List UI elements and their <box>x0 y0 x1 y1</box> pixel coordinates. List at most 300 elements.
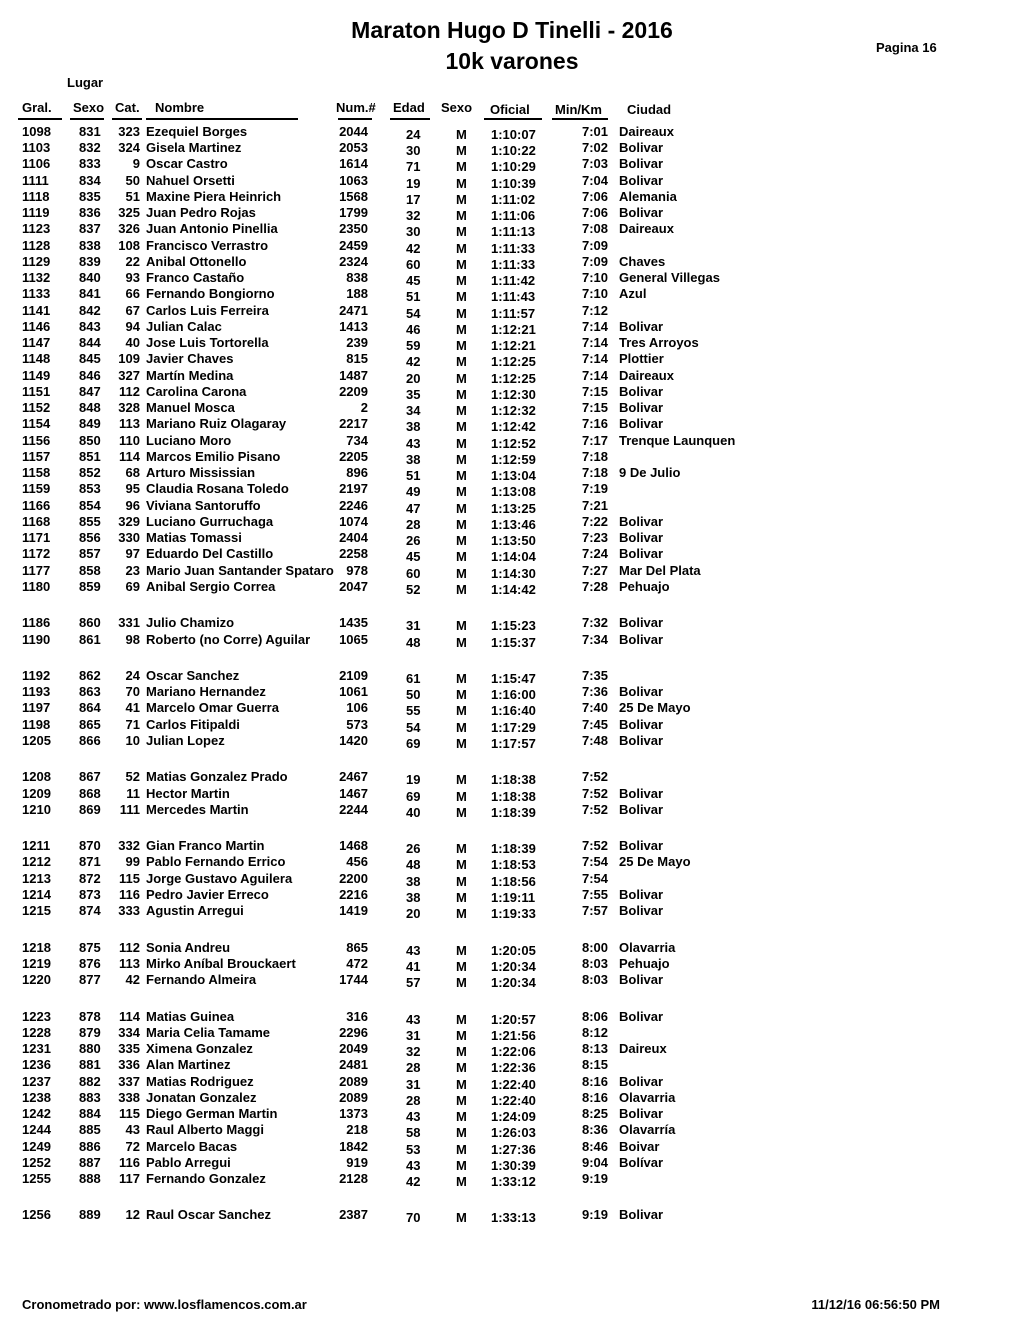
cell-edad: 42 <box>406 1174 421 1189</box>
cell-min-km: 7:23 <box>581 530 608 545</box>
cell-nombre: Franco Castaño <box>146 270 245 285</box>
cell-num: 2246 <box>339 498 368 513</box>
table-row <box>0 140 1024 156</box>
cell-cat-place: 324 <box>118 140 140 155</box>
cell-edad: 19 <box>406 772 421 787</box>
cell-edad: 49 <box>406 484 421 499</box>
cell-nombre: Anibal Ottonello <box>146 254 247 269</box>
cell-cat-place: 331 <box>118 615 140 630</box>
cell-oficial: 1:11:02 <box>491 192 536 207</box>
cell-sexo-place: 885 <box>79 1122 101 1137</box>
cell-cat-place: 22 <box>125 254 140 269</box>
table-row <box>0 416 1024 432</box>
cell-cat-place: 69 <box>125 579 140 594</box>
cell-edad: 42 <box>406 354 421 369</box>
cell-num: 2459 <box>339 238 368 253</box>
cell-num: 2128 <box>339 1171 368 1186</box>
cell-gral: 1205 <box>22 733 51 748</box>
cell-gral: 1118 <box>22 189 50 204</box>
table-row <box>0 940 1024 956</box>
page-subtitle: 10k varones <box>445 48 579 74</box>
cell-sexo-place: 854 <box>79 498 101 513</box>
cell-edad: 30 <box>406 143 421 158</box>
cell-min-km: 7:34 <box>581 632 608 647</box>
cell-min-km: 7:10 <box>581 286 608 301</box>
table-row <box>0 319 1024 335</box>
cell-num: 2217 <box>339 416 368 431</box>
cell-oficial: 1:14:42 <box>491 582 536 597</box>
cell-sexo: M <box>456 1060 467 1075</box>
cell-oficial: 1:12:25 <box>491 371 536 386</box>
cell-sexo: M <box>456 671 467 686</box>
cell-edad: 31 <box>406 618 421 633</box>
cell-gral: 1210 <box>22 802 51 817</box>
table-row <box>0 254 1024 270</box>
cell-nombre: Carlos Luis Ferreira <box>146 303 269 318</box>
cell-ciudad: Bolivar <box>619 416 664 431</box>
table-row <box>0 1057 1024 1073</box>
cell-gral: 1249 <box>22 1139 51 1154</box>
cell-ciudad: Daireux <box>619 1041 667 1056</box>
header-underline <box>112 118 142 120</box>
table-row <box>0 238 1024 254</box>
cell-cat-place: 23 <box>125 563 140 578</box>
cell-num: 2387 <box>339 1207 368 1222</box>
table-row <box>0 769 1024 785</box>
cell-num: 1061 <box>339 684 368 699</box>
cell-gral: 1244 <box>22 1122 51 1137</box>
cell-cat-place: 99 <box>125 854 140 869</box>
cell-gral: 1220 <box>22 972 51 987</box>
cell-num: 1842 <box>339 1139 368 1154</box>
cell-sexo: M <box>456 533 467 548</box>
table-row <box>0 854 1024 870</box>
cell-cat-place: 51 <box>125 189 140 204</box>
cell-edad: 69 <box>406 789 421 804</box>
table-row <box>0 871 1024 887</box>
cell-num: 2324 <box>339 254 368 269</box>
cell-edad: 71 <box>406 159 421 174</box>
cell-oficial: 1:10:22 <box>491 143 536 158</box>
cell-gral: 1190 <box>22 632 51 647</box>
header-underline <box>18 118 62 120</box>
cell-num: 188 <box>346 286 368 301</box>
cell-cat-place: 113 <box>119 416 140 431</box>
header-underline <box>146 118 298 120</box>
cell-sexo-place: 871 <box>79 854 101 869</box>
cell-nombre: Pablo Arregui <box>146 1155 231 1170</box>
cell-nombre: Oscar Castro <box>146 156 228 171</box>
cell-sexo: M <box>456 338 467 353</box>
cell-edad: 28 <box>406 517 421 532</box>
cell-sexo: M <box>456 943 467 958</box>
cell-nombre: Matias Gonzalez Prado <box>146 769 288 784</box>
cell-oficial: 1:12:21 <box>491 322 536 337</box>
cell-nombre: Mariano Hernandez <box>146 684 266 699</box>
cell-nombre: Matias Rodriguez <box>146 1074 254 1089</box>
cell-ciudad: Bolivar <box>619 1009 664 1024</box>
table-row <box>0 632 1024 648</box>
cell-oficial: 1:24:09 <box>491 1109 536 1124</box>
cell-cat-place: 12 <box>125 1207 140 1222</box>
cell-sexo: M <box>456 582 467 597</box>
cell-num: 1373 <box>339 1106 368 1121</box>
header-underline <box>484 118 542 120</box>
cell-ciudad: Alemania <box>619 189 677 204</box>
cell-ciudad: Chaves <box>619 254 666 269</box>
cell-cat-place: 93 <box>125 270 140 285</box>
cell-oficial: 1:13:50 <box>491 533 536 548</box>
cell-edad: 24 <box>406 127 421 142</box>
cell-min-km: 8:25 <box>581 1106 608 1121</box>
cell-num: 2044 <box>339 124 368 139</box>
cell-nombre: Sonia Andreu <box>146 940 231 955</box>
table-row <box>0 786 1024 802</box>
cell-nombre: Jorge Gustavo Aguilera <box>146 871 293 886</box>
cell-ciudad: Bolivar <box>619 717 664 732</box>
cell-cat-place: 327 <box>118 368 140 383</box>
cell-cat-place: 116 <box>119 887 140 902</box>
cell-sexo-place: 870 <box>79 838 101 853</box>
cell-nombre: Ezequiel Borges <box>146 124 248 139</box>
cell-ciudad: Olavarria <box>619 940 676 955</box>
cell-oficial: 1:16:40 <box>491 703 536 718</box>
cell-cat-place: 94 <box>125 319 140 334</box>
cell-ciudad: Daireaux <box>619 124 674 139</box>
cell-num: 2089 <box>339 1074 368 1089</box>
cell-ciudad: 9 De Julio <box>619 465 681 480</box>
cell-oficial: 1:15:23 <box>491 618 536 633</box>
cell-nombre: Marcos Emilio Pisano <box>146 449 281 464</box>
cell-num: 2049 <box>339 1041 368 1056</box>
table-row <box>0 615 1024 631</box>
cell-gral: 1252 <box>22 1155 51 1170</box>
cell-min-km: 8:03 <box>581 956 608 971</box>
cell-oficial: 1:11:06 <box>491 208 536 223</box>
cell-nombre: Juan Pedro Rojas <box>146 205 256 220</box>
table-row <box>0 498 1024 514</box>
cell-gral: 1223 <box>22 1009 51 1024</box>
cell-ciudad: Boivar <box>619 1139 660 1154</box>
cell-gral: 1171 <box>22 530 51 545</box>
cell-cat-place: 323 <box>118 124 140 139</box>
cell-oficial: 1:17:29 <box>491 720 536 735</box>
cell-gral: 1106 <box>22 156 51 171</box>
cell-sexo: M <box>456 566 467 581</box>
table-row <box>0 579 1024 595</box>
cell-nombre: Diego German Martin <box>146 1106 278 1121</box>
cell-nombre: Mercedes Martin <box>146 802 249 817</box>
cell-sexo-place: 853 <box>79 481 101 496</box>
cell-sexo: M <box>456 419 467 434</box>
cell-cat-place: 338 <box>118 1090 140 1105</box>
cell-cat-place: 112 <box>119 384 140 399</box>
cell-num: 573 <box>346 717 368 732</box>
table-row <box>0 481 1024 497</box>
cell-edad: 19 <box>406 176 421 191</box>
table-row <box>0 1171 1024 1187</box>
cell-oficial: 1:11:33 <box>491 241 536 256</box>
cell-num: 734 <box>346 433 368 448</box>
cell-ciudad: Bolivar <box>619 173 664 188</box>
cell-edad: 43 <box>406 436 421 451</box>
cell-nombre: Carlos Fitipaldi <box>146 717 240 732</box>
table-row <box>0 684 1024 700</box>
cell-edad: 17 <box>406 192 421 207</box>
cell-cat-place: 40 <box>125 335 140 350</box>
cell-sexo: M <box>456 1210 467 1225</box>
cell-cat-place: 108 <box>118 238 140 253</box>
cell-min-km: 7:40 <box>581 700 608 715</box>
cell-min-km: 7:19 <box>581 481 608 496</box>
cell-oficial: 1:20:57 <box>491 1012 536 1027</box>
cell-nombre: Juan Antonio Pinellia <box>146 221 278 236</box>
cell-min-km: 7:52 <box>581 786 608 801</box>
cell-num: 1468 <box>339 838 368 853</box>
cell-gral: 1197 <box>22 700 51 715</box>
cell-edad: 46 <box>406 322 421 337</box>
cell-num: 1614 <box>339 156 368 171</box>
cell-oficial: 1:13:08 <box>491 484 536 499</box>
cell-gral: 1157 <box>22 449 51 464</box>
cell-nombre: Anibal Sergio Correa <box>146 579 276 594</box>
table-row <box>0 384 1024 400</box>
cell-gral: 1208 <box>22 769 51 784</box>
cell-min-km: 8:36 <box>581 1122 608 1137</box>
cell-edad: 52 <box>406 582 421 597</box>
cell-min-km: 7:54 <box>581 871 608 886</box>
cell-ciudad: Bolivar <box>619 615 664 630</box>
col-header-ciudad: Ciudad <box>627 102 672 117</box>
cell-num: 1487 <box>339 368 368 383</box>
cell-num: 2047 <box>339 579 368 594</box>
cell-oficial: 1:10:39 <box>491 176 536 191</box>
cell-nombre: Eduardo Del Castillo <box>146 546 274 561</box>
cell-edad: 34 <box>406 403 421 418</box>
cell-edad: 59 <box>406 338 421 353</box>
cell-cat-place: 70 <box>125 684 140 699</box>
table-row <box>0 335 1024 351</box>
cell-edad: 53 <box>406 1142 421 1157</box>
cell-gral: 1166 <box>22 498 51 513</box>
cell-gral: 1198 <box>22 717 51 732</box>
cell-min-km: 7:57 <box>581 903 608 918</box>
cell-ciudad: Bolivar <box>619 530 664 545</box>
table-row <box>0 189 1024 205</box>
cell-min-km: 7:15 <box>581 400 608 415</box>
cell-ciudad: Daireaux <box>619 221 674 236</box>
table-row <box>0 546 1024 562</box>
cell-min-km: 7:06 <box>581 189 608 204</box>
cell-oficial: 1:18:39 <box>491 805 536 820</box>
cell-gral: 1154 <box>22 416 51 431</box>
cell-num: 2471 <box>339 303 368 318</box>
cell-sexo: M <box>456 720 467 735</box>
cell-cat-place: 41 <box>125 700 140 715</box>
cell-oficial: 1:22:40 <box>491 1093 536 1108</box>
cell-gral: 1129 <box>22 254 51 269</box>
cell-edad: 40 <box>406 805 421 820</box>
cell-sexo: M <box>456 805 467 820</box>
table-row <box>0 733 1024 749</box>
cell-sexo-place: 859 <box>79 579 101 594</box>
cell-nombre: Marcelo Omar Guerra <box>146 700 279 715</box>
cell-min-km: 8:15 <box>581 1057 608 1072</box>
cell-edad: 43 <box>406 1109 421 1124</box>
cell-edad: 55 <box>406 703 421 718</box>
cell-gral: 1214 <box>22 887 51 902</box>
header-underline <box>338 118 372 120</box>
table-row <box>0 1074 1024 1090</box>
cell-cat-place: 110 <box>119 433 140 448</box>
cell-nombre: Francisco Verrastro <box>146 238 269 253</box>
cell-edad: 50 <box>406 687 421 702</box>
cell-edad: 26 <box>406 533 421 548</box>
cell-sexo: M <box>456 736 467 751</box>
cell-sexo: M <box>456 273 467 288</box>
cell-sexo-place: 875 <box>79 940 101 955</box>
cell-oficial: 1:10:07 <box>491 127 536 142</box>
table-row <box>0 514 1024 530</box>
cell-sexo-place: 888 <box>79 1171 101 1186</box>
cell-sexo: M <box>456 1028 467 1043</box>
cell-nombre: Jonatan Gonzalez <box>146 1090 257 1105</box>
cell-num: 2200 <box>339 871 368 886</box>
cell-min-km: 7:52 <box>581 802 608 817</box>
cell-cat-place: 109 <box>118 351 140 366</box>
cell-oficial: 1:18:53 <box>491 857 536 872</box>
cell-oficial: 1:14:30 <box>491 566 536 581</box>
cell-gral: 1209 <box>22 786 51 801</box>
cell-nombre: Gian Franco Martin <box>146 838 265 853</box>
cell-num: 2244 <box>339 802 368 817</box>
cell-oficial: 1:12:30 <box>491 387 536 402</box>
cell-gral: 1212 <box>22 854 51 869</box>
table-row <box>0 1009 1024 1025</box>
cell-cat-place: 68 <box>125 465 140 480</box>
cell-cat-place: 334 <box>118 1025 140 1040</box>
cell-gral: 1218 <box>22 940 51 955</box>
cell-min-km: 7:14 <box>581 319 608 334</box>
cell-cat-place: 42 <box>125 972 140 987</box>
cell-cat-place: 112 <box>119 940 140 955</box>
table-row <box>0 286 1024 302</box>
cell-gral: 1159 <box>22 481 51 496</box>
table-row <box>0 717 1024 733</box>
cell-oficial: 1:18:38 <box>491 772 536 787</box>
cell-num: 815 <box>346 351 368 366</box>
cell-ciudad: Plottier <box>619 351 664 366</box>
cell-nombre: Luciano Gurruchaga <box>146 514 274 529</box>
cell-ciudad: General Villegas <box>619 270 720 285</box>
cell-edad: 20 <box>406 906 421 921</box>
cell-cat-place: 114 <box>119 449 140 464</box>
cell-edad: 38 <box>406 874 421 889</box>
cell-sexo: M <box>456 289 467 304</box>
cell-sexo: M <box>456 687 467 702</box>
table-row <box>0 270 1024 286</box>
page-number: Pagina 16 <box>876 40 937 55</box>
cell-oficial: 1:11:57 <box>491 306 536 321</box>
cell-edad: 57 <box>406 975 421 990</box>
cell-edad: 32 <box>406 1044 421 1059</box>
cell-num: 1413 <box>339 319 368 334</box>
cell-min-km: 7:54 <box>581 854 608 869</box>
cell-sexo-place: 852 <box>79 465 101 480</box>
cell-ciudad: Bolivar <box>619 319 664 334</box>
table-row <box>0 700 1024 716</box>
cell-min-km: 7:22 <box>581 514 608 529</box>
cell-sexo: M <box>456 371 467 386</box>
cell-sexo-place: 846 <box>79 368 101 383</box>
cell-gral: 1128 <box>22 238 51 253</box>
cell-gral: 1132 <box>22 270 51 285</box>
cell-edad: 58 <box>406 1125 421 1140</box>
cell-cat-place: 117 <box>119 1171 140 1186</box>
cell-num: 2404 <box>339 530 368 545</box>
cell-oficial: 1:15:37 <box>491 635 536 650</box>
cell-sexo: M <box>456 1012 467 1027</box>
cell-oficial: 1:12:21 <box>491 338 536 353</box>
cell-nombre: Julio Chamizo <box>146 615 235 630</box>
cell-edad: 31 <box>406 1028 421 1043</box>
cell-ciudad: Pehuajo <box>619 579 670 594</box>
col-header-nombre: Nombre <box>155 100 205 115</box>
cell-sexo-place: 879 <box>79 1025 101 1040</box>
cell-ciudad: Pehuajo <box>619 956 670 971</box>
cell-sexo-place: 882 <box>79 1074 101 1089</box>
cell-oficial: 1:18:38 <box>491 789 536 804</box>
cell-ciudad: Tres Arroyos <box>619 335 699 350</box>
cell-cat-place: 333 <box>118 903 140 918</box>
cell-edad: 43 <box>406 943 421 958</box>
cell-sexo: M <box>456 1158 467 1173</box>
cell-edad: 32 <box>406 208 421 223</box>
cell-edad: 35 <box>406 387 421 402</box>
cell-sexo-place: 837 <box>79 221 101 236</box>
cell-sexo: M <box>456 224 467 239</box>
cell-oficial: 1:11:33 <box>491 257 536 272</box>
cell-min-km: 9:19 <box>581 1171 608 1186</box>
cell-oficial: 1:21:56 <box>491 1028 536 1043</box>
cell-sexo: M <box>456 436 467 451</box>
cell-num: 838 <box>346 270 368 285</box>
cell-nombre: Julian Calac <box>146 319 222 334</box>
cell-sexo-place: 867 <box>79 769 101 784</box>
cell-sexo-place: 839 <box>79 254 101 269</box>
cell-sexo-place: 858 <box>79 563 101 578</box>
cell-gral: 1242 <box>22 1106 51 1121</box>
cell-edad: 69 <box>406 736 421 751</box>
cell-cat-place: 113 <box>119 956 140 971</box>
cell-sexo: M <box>456 618 467 633</box>
cell-sexo-place: 835 <box>79 189 101 204</box>
cell-cat-place: 114 <box>119 1009 140 1024</box>
cell-ciudad: 25 De Mayo <box>619 854 691 869</box>
col-header-num: Num.# <box>336 100 376 115</box>
cell-sexo: M <box>456 1125 467 1140</box>
cell-cat-place: 24 <box>125 668 140 683</box>
cell-min-km: 7:09 <box>581 238 608 253</box>
cell-cat-place: 325 <box>118 205 140 220</box>
cell-cat-place: 52 <box>125 769 140 784</box>
table-row <box>0 1090 1024 1106</box>
cell-min-km: 7:45 <box>581 717 608 732</box>
cell-oficial: 1:27:36 <box>491 1142 536 1157</box>
cell-num: 239 <box>346 335 368 350</box>
cell-cat-place: 50 <box>125 173 140 188</box>
cell-sexo-place: 884 <box>79 1106 101 1121</box>
